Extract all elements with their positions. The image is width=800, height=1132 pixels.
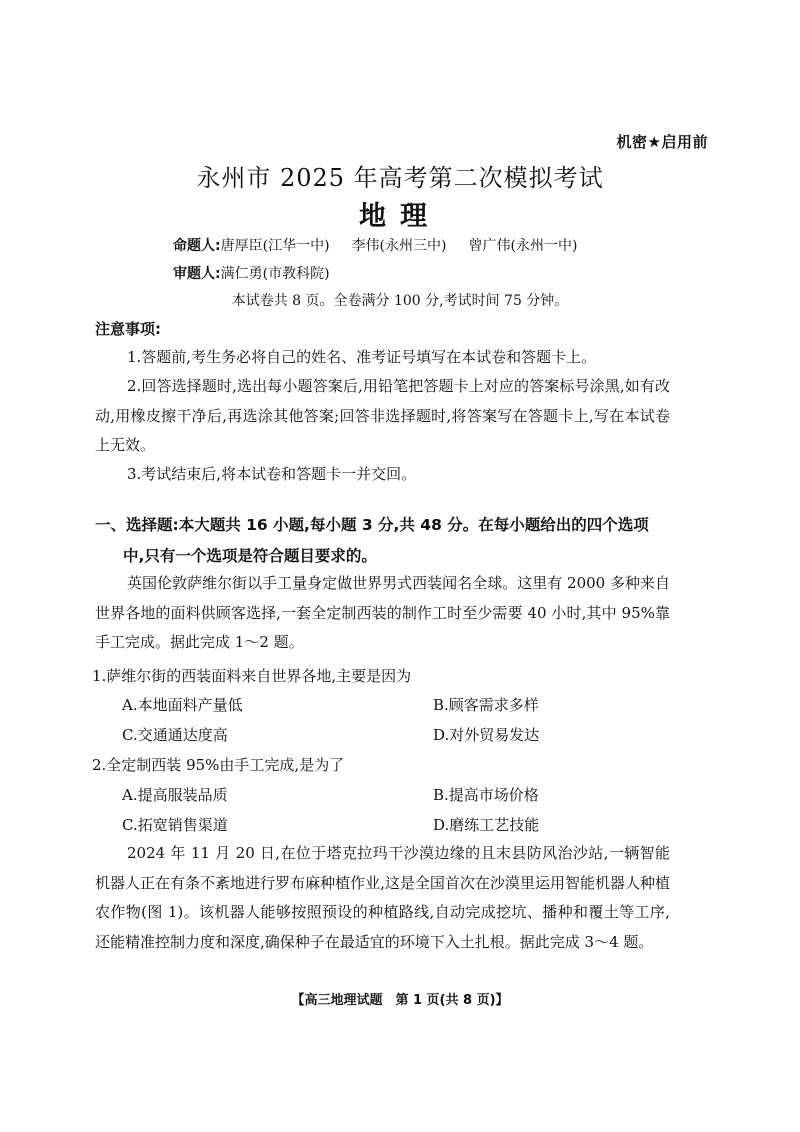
question-2-stem: 2.全定制西装 95%由手工完成,是为了 bbox=[92, 756, 345, 774]
reviewer-label: 审题人: bbox=[173, 266, 221, 282]
authors-label: 命题人: bbox=[173, 238, 221, 254]
author-name: 李伟(永州三中) bbox=[351, 238, 447, 254]
exam-info: 本试卷共 8 页。全卷满分 100 分,考试时间 75 分钟。 bbox=[231, 293, 569, 309]
question-2-option-c: C.拓宽销售渠道 bbox=[122, 816, 228, 834]
notice-item: 2.回答选择题时,选出每小题答案后,用铅笔把答题卡上对应的答案标号涂黑,如有改动,用橡皮擦干净后,再选涂其他答案;回答非选择题时,将答案写在答题卡上,写在本试卷上无效。 bbox=[95, 377, 670, 454]
passage-1: 英国伦敦萨维尔街以手工量身定做世界男式西装闻名全球。这里有 2000 多种来自世界各地的面料供顾客选择,一套全定制西装的制作工时至少需要 40 小时,其中 95%靠手工完成。据此完成 1～2 题。 bbox=[95, 574, 670, 651]
reviewer-line bbox=[173, 263, 330, 283]
question-1-stem: 1.萨维尔街的西装面料来自世界各地,主要是因为 bbox=[92, 667, 412, 685]
reviewer-name: 满仁勇(市教科院) bbox=[220, 266, 330, 282]
subject-title: 地理 bbox=[359, 201, 441, 232]
question-1-option-d: D.对外贸易发达 bbox=[433, 726, 540, 744]
section-heading-line: 一、选择题:本大题共 16 小题,每小题 3 分,共 48 分。在每小题给出的四个选项 bbox=[95, 516, 649, 534]
notice-title: 注意事项: bbox=[95, 320, 161, 338]
notice-item: 3.考试结束后,将本试卷和答题卡一并交回。 bbox=[127, 465, 417, 483]
author-name: 曾广伟(永州一中) bbox=[468, 238, 578, 254]
section-heading-line: 中,只有一个选项是符合题目要求的。 bbox=[123, 547, 377, 565]
exam-title: 永州市 2025 年高考第二次模拟考试 bbox=[196, 164, 604, 192]
question-2-option-d: D.磨练工艺技能 bbox=[433, 816, 540, 834]
section-heading bbox=[95, 510, 680, 572]
notice-item: 1.答题前,考生务必将自己的姓名、准考证号填写在本试卷和答题卡上。 bbox=[127, 348, 597, 366]
passage-2: 2024 年 11 月 20 日,在位于塔克拉玛干沙漠边缘的且末县防风治沙站,一辆智能机器人正在有条不紊地进行罗布麻种植作业,这是全国首次在沙漠里运用智能机器人种植农作物(图 1)。该机器人能够按照预设的种植路线,自动完成挖坑、播种和覆土等工序,还能精准控制力度和深度,确保种子在最适宜的环境下入土扎根。据此完成 3～4 题。 bbox=[95, 844, 670, 951]
page-footer: 【高三地理试题 第 1 页(共 8 页)】 bbox=[291, 993, 509, 1008]
question-1-option-c: C.交通通达度高 bbox=[122, 726, 228, 744]
question-2-option-b: B.提高市场价格 bbox=[433, 786, 539, 804]
confidential-label: 机密★启用前 bbox=[616, 133, 708, 151]
question-2-option-a: A.提高服装品质 bbox=[122, 786, 228, 804]
question-1-option-b: B.顾客需求多样 bbox=[433, 696, 539, 714]
question-1-option-a: A.本地面料产量低 bbox=[122, 696, 243, 714]
authors-line bbox=[173, 235, 599, 255]
author-name: 唐厚臣(江华一中) bbox=[220, 238, 330, 254]
